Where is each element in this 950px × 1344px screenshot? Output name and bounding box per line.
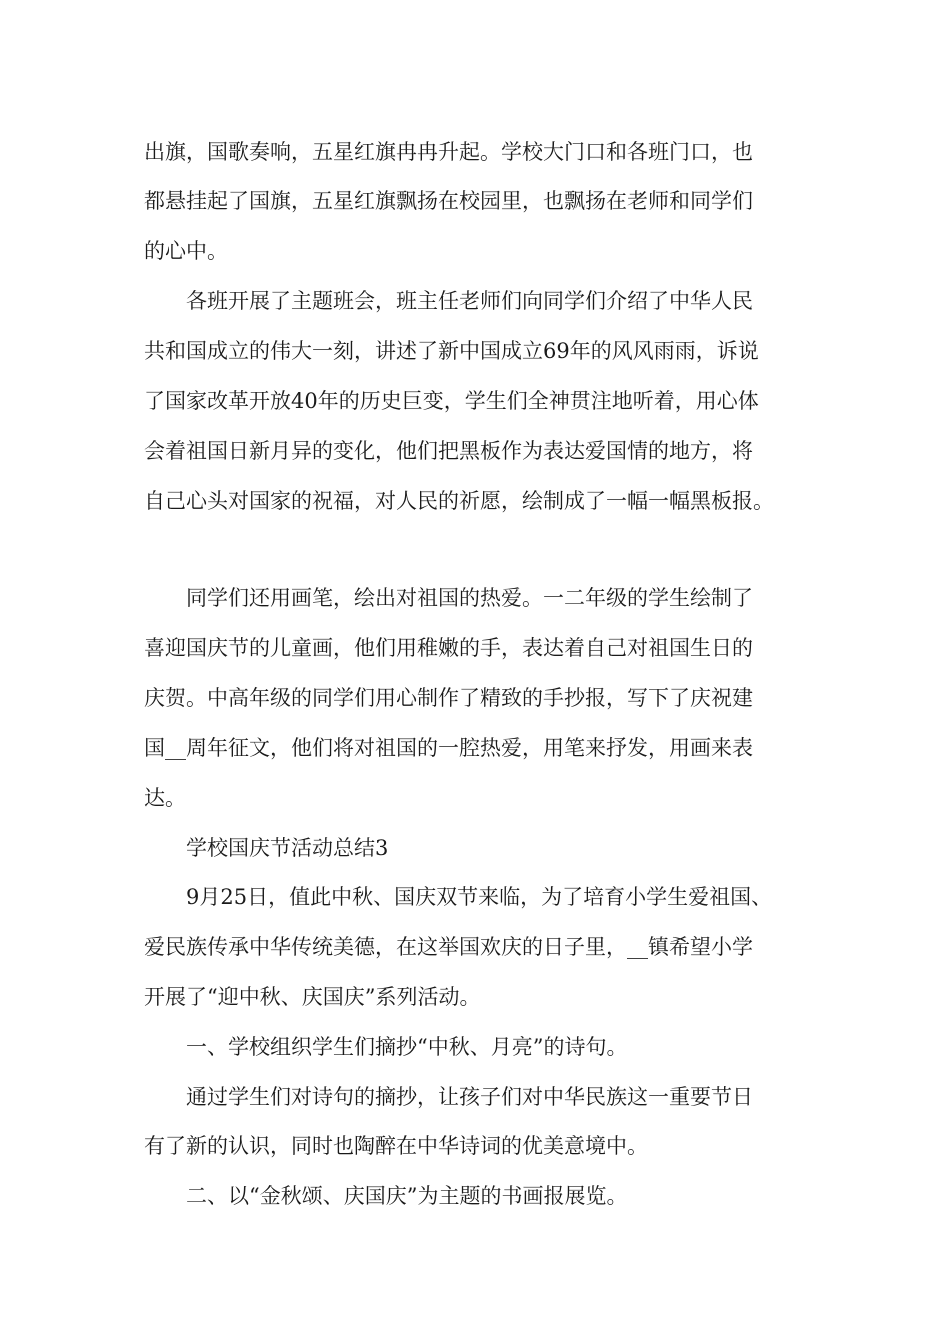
paragraph-first-line: 同学们还用画笔，绘出对祖国的热爱。一二年级的学生绘制了 — [144, 586, 753, 610]
text-line: 了国家改革开放40年的历史巨变，学生们全神贯注地听着，用心体 — [144, 389, 759, 413]
text-line: 爱民族传承中华传统美德，在这举国欢庆的日子里，__镇希望小学 — [144, 935, 753, 959]
text-line: 喜迎国庆节的儿童画，他们用稚嫩的手，表达着自己对祖国生日的 — [144, 636, 753, 660]
text-line: 出旗，国歌奏响，五星红旗冉冉升起。学校大门口和各班门口，也 — [144, 140, 753, 164]
text-line: 庆贺。中高年级的同学们用心制作了精致的手抄报，写下了庆祝建 — [144, 686, 753, 710]
text-line: 的心中。 — [144, 239, 228, 263]
text-line: 达。 — [144, 786, 186, 810]
text-line: 有了新的认识，同时也陶醉在中华诗词的优美意境中。 — [144, 1134, 648, 1158]
text-line: 共和国成立的伟大一刻，讲述了新中国成立69年的风风雨雨，诉说 — [144, 339, 759, 363]
text-line: 开展了“迎中秋、庆国庆”系列活动。 — [144, 985, 481, 1009]
text-line: 都悬挂起了国旗，五星红旗飘扬在校园里，也飘扬在老师和同学们 — [144, 189, 753, 213]
text-line: 会着祖国日新月异的变化，他们把黑板作为表达爱国情的地方，将 — [144, 439, 753, 463]
section-heading: 学校国庆节活动总结3 — [144, 836, 389, 860]
text-line: 自己心头对国家的祝福，对人民的祈愿，绘制成了一幅一幅黑板报。 — [144, 489, 774, 513]
paragraph-first-line: 各班开展了主题班会，班主任老师们向同学们介绍了中华人民 — [144, 289, 753, 313]
paragraph-first-line: 通过学生们对诗句的摘抄，让孩子们对中华民族这一重要节日 — [144, 1085, 753, 1109]
list-item-heading: 二、以“金秋颂、庆国庆”为主题的书画报展览。 — [144, 1184, 628, 1208]
text-line: 国__周年征文，他们将对祖国的一腔热爱，用笔来抒发，用画来表 — [144, 736, 753, 760]
list-item-heading: 一、学校组织学生们摘抄“中秋、月亮”的诗句。 — [144, 1035, 628, 1059]
paragraph-first-line: 9月25日，值此中秋、国庆双节来临，为了培育小学生爱祖国、 — [144, 885, 773, 909]
